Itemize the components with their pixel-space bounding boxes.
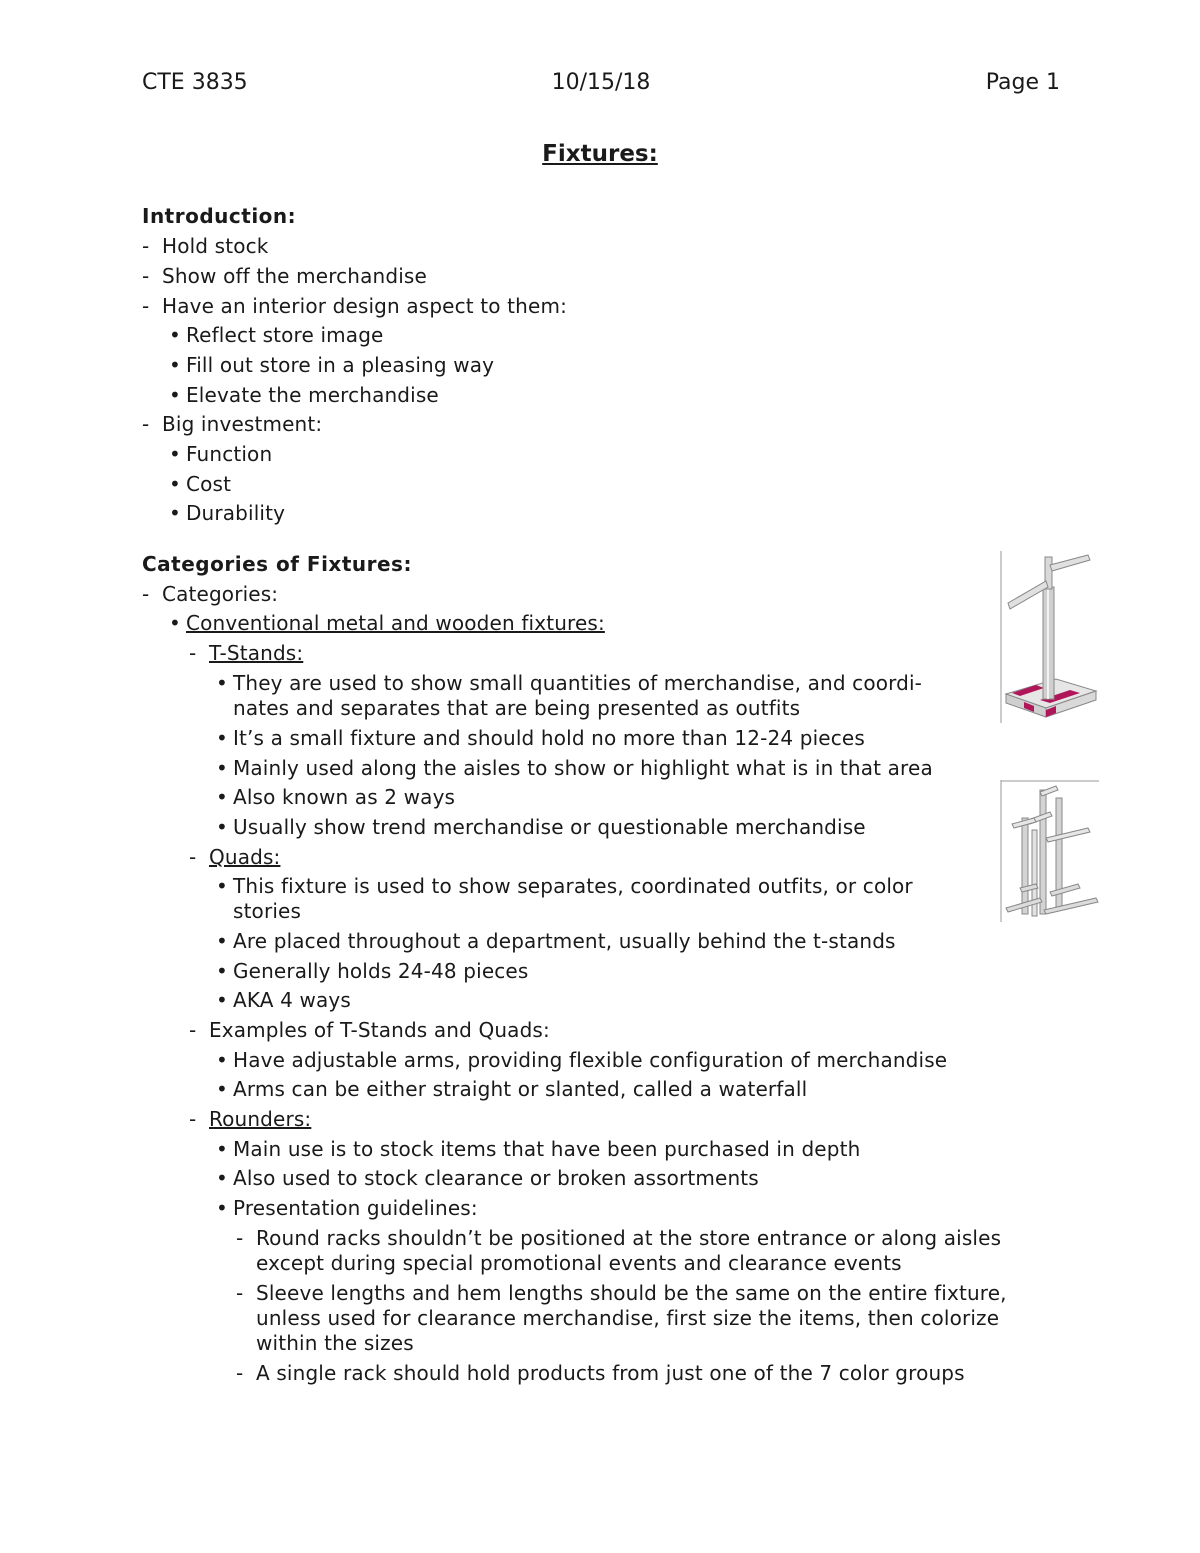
bullet-marker: • [216,671,228,695]
bullet-marker: • [216,815,228,839]
list-item: Function [186,442,273,466]
list-item: Round racks shouldn’t be positioned at the store entrance or along aisles [256,1226,1002,1250]
bullet-marker: • [216,1137,228,1161]
dash-marker: - [189,845,197,869]
dash-marker: - [142,234,150,258]
list-item: Generally holds 24-48 pieces [233,959,529,983]
bullet-marker: • [169,383,181,407]
dash-marker: - [142,412,150,436]
list-item: Also used to stock clearance or broken assortments [233,1166,759,1190]
bullet-marker: • [169,611,181,635]
list-item: This fixture is used to show separates, coordinated outfits, or color [233,874,913,898]
list-item: Elevate the merchandise [186,383,439,407]
list-item: Have an interior design aspect to them: [162,294,567,318]
list-item: Reflect store image [186,323,384,347]
list-item: Usually show trend merchandise or questionable merchandise [233,815,866,839]
bullet-marker: • [169,323,181,347]
bullet-marker: • [169,472,181,496]
t-stand-fixture-image [1000,551,1100,723]
bullet-marker: • [216,756,228,780]
list-item: Quads: [209,845,281,869]
dash-marker: - [189,641,197,665]
list-item-continuation: except during special promotional events and clearance events [256,1251,902,1275]
list-item: A single rack should hold products from just one of the 7 color groups [256,1361,965,1385]
bullet-marker: • [169,442,181,466]
dash-marker: - [236,1281,244,1305]
list-item: Show off the merchandise [162,264,427,288]
bullet-marker: • [216,726,228,750]
list-item: T-Stands: [209,641,304,665]
date: 10/15/18 [551,70,651,95]
bullet-marker: • [216,1048,228,1072]
dash-marker: - [189,1107,197,1131]
bullet-marker: • [216,1166,228,1190]
bullet-marker: • [216,1196,228,1220]
bullet-marker: • [216,929,228,953]
introduction-heading: Introduction: [142,204,297,228]
list-item-continuation: unless used for clearance merchandise, first size the items, then colorize [256,1306,1000,1330]
bullet-marker: • [216,874,228,898]
dash-marker: - [142,264,150,288]
quad-fixture-image [1000,780,1100,922]
bullet-marker: • [216,785,228,809]
list-item: Presentation guidelines: [233,1196,478,1220]
list-item: Arms can be either straight or slanted, called a waterfall [233,1077,808,1101]
list-item-continuation: within the sizes [256,1331,414,1355]
categories-heading: Categories of Fixtures: [142,552,412,576]
bullet-marker: • [169,353,181,377]
page-title: Fixtures: [542,141,658,167]
list-item: Fill out store in a pleasing way [186,353,495,377]
list-item: Examples of T-Stands and Quads: [209,1018,550,1042]
list-item-continuation: nates and separates that are being presented as outfits [233,696,801,720]
bullet-marker: • [216,988,228,1012]
dash-marker: - [236,1226,244,1250]
list-item: Categories: [162,582,279,606]
list-item: Conventional metal and wooden fixtures: [186,611,605,635]
list-item: Are placed throughout a department, usually behind the t-stands [233,929,896,953]
bullet-marker: • [169,501,181,525]
list-item: AKA 4 ways [233,988,351,1012]
list-item: Also known as 2 ways [233,785,456,809]
list-item: Durability [186,501,286,525]
bullet-marker: • [216,959,228,983]
page-number: Page 1 [985,70,1060,95]
list-item: Have adjustable arms, providing flexible configuration of merchandise [233,1048,948,1072]
list-item: Mainly used along the aisles to show or highlight what is in that area [233,756,933,780]
list-item: Main use is to stock items that have been purchased in depth [233,1137,861,1161]
list-item: Hold stock [162,234,269,258]
course-code: CTE 3835 [142,70,248,95]
dash-marker: - [189,1018,197,1042]
list-item: Big investment: [162,412,323,436]
dash-marker: - [142,582,150,606]
page-header [142,70,1060,102]
list-item: It’s a small fixture and should hold no more than 12-24 pieces [233,726,865,750]
bullet-marker: • [216,1077,228,1101]
list-item: They are used to show small quantities of merchandise, and coordi- [233,671,923,695]
dash-marker: - [142,294,150,318]
dash-marker: - [236,1361,244,1385]
list-item-continuation: stories [233,899,302,923]
list-item: Cost [186,472,232,496]
list-item: Rounders: [209,1107,312,1131]
list-item: Sleeve lengths and hem lengths should be the same on the entire fixture, [256,1281,1007,1305]
